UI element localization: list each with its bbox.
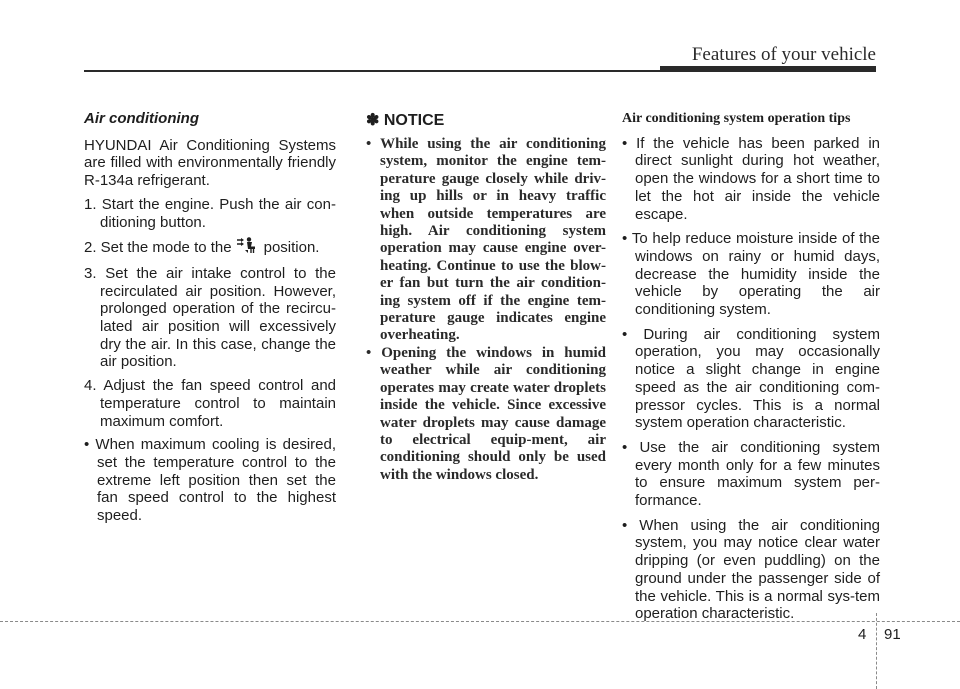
footer-dashed-rule (0, 621, 960, 622)
notice-item-windows: • Opening the windows in humid weather while air conditioning operates may create water droplets inside the vehicle. Since excessive water droplets may cause damage to electrical equip-ment, air conditioning should only be used with the windows closed. (366, 344, 606, 483)
tip-item: • When using the air conditioning system, you may notice clear water dripping (or even puddling) on the ground under the passenger side of the vehicle. This is a normal sys-tem operation characteristic. (622, 516, 881, 623)
tip-item: • If the vehicle has been parked in direct sunlight during hot weather, open the windows for a short time to let the hot air inside the vehicle escape. (622, 134, 880, 223)
step-2-text-end: position. (263, 239, 320, 257)
notice-heading: ✽ NOTICE (366, 112, 445, 129)
notice-item-text: While using the air conditioning system, monitor the engine tem-perature gauge closely while driv-ing up hills or in heavy traffic when outside temperatures are high. Air conditioning system operation may cause engine over-heating. Continue to use the blow-er fan but turn the air condition-ing system off if the engine tem-perature gauge indicates engine overheating. (380, 136, 606, 344)
footer-dashed-divider (876, 613, 877, 689)
tip-text: During air conditioning system operation, you may occasionally notice a slight change in engine speed as the air conditioning com-pressor cycles. This is a normal system operation characteristic. (635, 325, 880, 432)
cooling-bullet-text: When maximum cooling is desired, set the temperature control to the extreme left position then set the fan speed control to the highest speed. (95, 436, 336, 525)
tip-item: • Use the air conditioning system every month only for a few minutes to ensure maximum system per-formance. (622, 438, 880, 510)
air-conditioning-heading: Air conditioning (84, 110, 199, 127)
header-rule-accent (660, 66, 876, 72)
step-2-text: 2. Set the mode to the (84, 239, 232, 257)
floor-defrost-mode-icon (236, 237, 258, 259)
tip-text: If the vehicle has been parked in direct sunlight during hot weather, open the windows for a short time to let the hot air inside the vehicle escape. (635, 134, 880, 223)
tip-text: To help reduce moisture inside of the windows on rainy or humid days, decrease the humidity inside the vehicle by operating the air conditioning system. (631, 230, 880, 319)
intro-paragraph: HYUNDAI Air Conditioning Systems are filled with environmentally friendly R-134a refrigerant. (84, 136, 336, 190)
notice-column (366, 110, 606, 484)
step-3: 3. Set the air intake control to the recirculated air position. However, prolonged operation of the recircu-lated air position will excessively dry the air. In this case, change the air position. (84, 264, 336, 371)
tip-text: When using the air conditioning system, you may notice clear water dripping (or even puddling) on the ground under the passenger side of the vehicle. This is a normal sys-tem operation characteristic. (635, 516, 881, 623)
page-number: 91 (884, 626, 901, 643)
section-title: Features of your vehicle (691, 44, 876, 65)
tip-text: Use the air conditioning system every month only for a few minutes to ensure maximum system per-formance. (635, 438, 880, 510)
tip-item: • To help reduce moisture inside of the windows on rainy or humid days, decrease the humidity inside the vehicle by operating the air conditioning system. (622, 230, 880, 319)
notice-item-text: Opening the windows in humid weather while air conditioning operates may create water droplets inside the vehicle. Since excessive water droplets may cause damage to electrical equip-ment, air conditioning should only be used with the windows closed. (380, 344, 606, 483)
cooling-bullet: • When maximum cooling is desired, set the temperature control to the extreme left position then set the fan speed control to the highest speed. (84, 436, 336, 525)
chapter-number: 4 (858, 626, 867, 643)
tip-item: • During air conditioning system operation, you may occasionally notice a slight change in engine speed as the air conditioning com-pressor cycles. This is a normal system operation characteristic. (622, 325, 880, 432)
step-2 (84, 237, 336, 259)
tips-column (622, 110, 880, 630)
tips-heading: Air conditioning system operation tips (622, 111, 851, 126)
step-1: 1. Start the engine. Push the air con-ditioning button. (84, 195, 336, 231)
step-4: 4. Adjust the fan speed control and temperature control to maintain maximum comfort. (84, 377, 336, 430)
notice-item-temperature: • While using the air conditioning system, monitor the engine tem-perature gauge closely while driv-ing up hills or in heavy traffic when outside temperatures are high. Air conditioning system operation may cause engine over-heating. Continue to use the blow-er fan but turn the air condition-ing system off if the engine tem-perature gauge indicates engine overheating. (366, 136, 606, 344)
air-conditioning-column (84, 110, 336, 531)
